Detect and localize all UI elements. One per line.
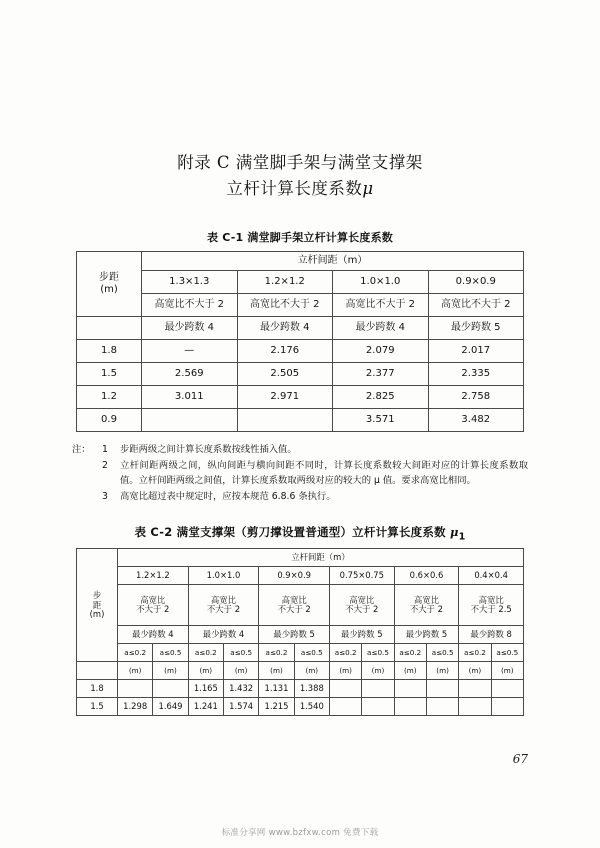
ratio-line1: 高宽比 xyxy=(210,595,237,606)
ratio-line2: 不大于 2 xyxy=(206,604,241,615)
footer-watermark: 标准分享网 www.bzfxw.com 免费下载 xyxy=(221,828,379,838)
table-c2-a-cell: a≤0.5 xyxy=(362,644,394,662)
table-c1-caption: 表 C-1 满堂脚手架立杆计算长度系数 xyxy=(206,230,393,244)
table-row xyxy=(77,585,524,626)
table-c2-a-cell: a≤0.2 xyxy=(188,644,223,662)
note-item xyxy=(72,458,528,488)
table-c1-value: 2.017 xyxy=(428,339,524,362)
table-c2-ratio-cell xyxy=(259,585,330,626)
table-row xyxy=(77,549,524,567)
table-c2-value xyxy=(459,698,491,716)
page-title-line2 xyxy=(72,176,528,202)
table-row xyxy=(77,251,524,270)
table-c2-ratio-cell xyxy=(459,585,524,626)
table-c1-span-group-header: 立杆间距（m） xyxy=(142,251,524,270)
table-c1-bays-cell: 最少跨数 4 xyxy=(333,316,429,339)
table-c1-bays-cell: 最少跨数 4 xyxy=(142,316,238,339)
table-c1-value xyxy=(142,408,238,431)
table-c2-value xyxy=(491,698,523,716)
notes-spacer xyxy=(72,489,102,504)
table-c1-step-value: 1.8 xyxy=(77,339,142,362)
table-c2-step-value: 1.8 xyxy=(77,680,118,698)
table-c2-ratio-cell xyxy=(118,585,189,626)
ratio-line1: 高宽比 xyxy=(349,595,375,606)
step-header-line1: 步距 xyxy=(99,272,119,284)
table-c2-value xyxy=(426,680,458,698)
step-header-line1: 步 xyxy=(92,590,102,601)
table-c2-value: 1.540 xyxy=(294,698,329,716)
table-c2-value xyxy=(329,680,361,698)
table-c2-value xyxy=(394,680,426,698)
table-c2-value: 1.165 xyxy=(188,680,223,698)
note-text: 步距两级之间计算长度系数按线性插入值。 xyxy=(120,443,297,455)
ratio-line1: 高宽比 xyxy=(140,595,166,606)
table-c2 xyxy=(76,548,524,716)
page-title-line2-text: 立杆计算长度系数 xyxy=(226,179,363,199)
table-c2-bays-cell: 最少跨数 8 xyxy=(459,626,524,644)
table-c1-value: 2.176 xyxy=(237,339,333,362)
note-text: 高宽比超过表中规定时，应按本规范 6.8.6 条执行。 xyxy=(120,490,336,502)
table-c2-col-header: 0.75×0.75 xyxy=(329,567,394,585)
ratio-line1: 高宽比 xyxy=(413,595,440,606)
mu-symbol: μ xyxy=(450,524,459,539)
page-content xyxy=(72,150,528,716)
ratio-line2: 不大于 2 xyxy=(345,604,379,615)
mu-symbol: μ xyxy=(362,179,374,199)
note-item xyxy=(72,489,528,504)
table-c1-value: 2.569 xyxy=(142,362,238,385)
table-c2-unit-cell: (m) xyxy=(188,662,223,680)
table-row xyxy=(77,698,524,716)
table-c2-unit-cell: (m) xyxy=(394,662,426,680)
table-c2-value: 1.298 xyxy=(118,698,153,716)
table-c1-ratio-cell: 高宽比不大于 2 xyxy=(142,293,238,316)
table-c1-value: 2.505 xyxy=(237,362,333,385)
table-c1-col-header: 1.0×1.0 xyxy=(333,270,429,293)
table-c1-step-value: 0.9 xyxy=(77,408,142,431)
note-text: 立杆间距两级之间，纵向间距与横向间距不同时，计算长度系数较大间距对应的计算长度系数取值。立杆间距两级之间值，计算长度系数取两级对应的较大的 μ 值。要求高宽比相同。 xyxy=(120,459,528,486)
table-c1-value: 3.482 xyxy=(428,408,524,431)
table-c2-value: 1.649 xyxy=(153,698,188,716)
table-c1-notes xyxy=(72,442,528,504)
table-c2-unit-cell: (m) xyxy=(426,662,458,680)
page-title-line1: 附录 C 满堂脚手架与满堂支撑架 xyxy=(177,153,423,172)
note-number: 2 xyxy=(102,459,108,471)
table-c1-col-header: 1.3×1.3 xyxy=(142,270,238,293)
table-c2-value xyxy=(491,680,523,698)
step-header-line2: (m) xyxy=(100,283,118,295)
table-c2-unit-cell: (m) xyxy=(491,662,523,680)
table-c2-value: 1.574 xyxy=(223,698,258,716)
page-title xyxy=(72,150,528,203)
table-row xyxy=(77,567,524,585)
table-c1-bays-cell: 最少跨数 5 xyxy=(428,316,524,339)
table-c2-value xyxy=(459,680,491,698)
note-item xyxy=(72,442,528,457)
table-c2-a-cell: a≤0.2 xyxy=(118,644,153,662)
table-c1-col-header: 1.2×1.2 xyxy=(237,270,333,293)
table-c1-step-header xyxy=(77,251,142,316)
table-c1-ratio-cell: 高宽比不大于 2 xyxy=(333,293,429,316)
table-c2-value: 1.131 xyxy=(259,680,294,698)
table-c2-col-header: 0.6×0.6 xyxy=(394,567,459,585)
step-header-line2: 距 xyxy=(92,599,102,610)
ratio-line2: 不大于 2 xyxy=(409,604,444,615)
table-c2-value xyxy=(394,698,426,716)
table-c1-bays-label xyxy=(77,316,142,339)
table-row xyxy=(77,339,524,362)
table-row xyxy=(77,293,524,316)
table-row xyxy=(77,362,524,385)
table-c2-value xyxy=(426,698,458,716)
table-c1-value: 2.825 xyxy=(333,385,429,408)
table-c2-caption-text: 表 C-2 满堂支撑架（剪刀撑设置普通型）立杆计算长度系数 xyxy=(134,524,450,539)
table-c2-bays-cell: 最少跨数 5 xyxy=(394,626,459,644)
table-c2-col-header: 0.9×0.9 xyxy=(259,567,330,585)
table-c2-bays-cell: 最少跨数 4 xyxy=(188,626,259,644)
table-c2-ratio-cell xyxy=(188,585,259,626)
table-c2-value xyxy=(362,680,394,698)
table-c1-value: 3.571 xyxy=(333,408,429,431)
table-row xyxy=(77,408,524,431)
table-c2-col-header: 1.2×1.2 xyxy=(118,567,189,585)
table-c2-a-cell: a≤0.5 xyxy=(223,644,258,662)
table-row xyxy=(77,644,524,662)
table-c2-a-cell: a≤0.5 xyxy=(153,644,188,662)
table-c2-unit-cell: (m) xyxy=(153,662,188,680)
page-number: 67 xyxy=(512,752,528,766)
table-c1-step-value: 1.2 xyxy=(77,385,142,408)
table-row xyxy=(77,270,524,293)
table-c2-a-cell: a≤0.2 xyxy=(394,644,426,662)
table-c2-unit-cell: (m) xyxy=(294,662,329,680)
table-c1-value: 2.377 xyxy=(333,362,429,385)
table-c1-ratio-cell: 高宽比不大于 2 xyxy=(428,293,524,316)
table-c1-value: 2.079 xyxy=(333,339,429,362)
table-c2-step-header xyxy=(77,549,118,662)
table-c2-value: 1.432 xyxy=(223,680,258,698)
notes-spacer xyxy=(72,458,102,488)
table-c2-col-header: 1.0×1.0 xyxy=(188,567,259,585)
table-c2-span-group-header: 立杆间距（m） xyxy=(118,549,524,567)
ratio-line2: 不大于 2 xyxy=(136,604,170,615)
table-c1-col-header: 0.9×0.9 xyxy=(428,270,524,293)
table-c2-value: 1.388 xyxy=(294,680,329,698)
notes-label: 注： xyxy=(72,443,91,455)
table-row xyxy=(77,385,524,408)
table-c2-unit-cell: (m) xyxy=(459,662,491,680)
table-row xyxy=(77,626,524,644)
table-c2-unit-cell: (m) xyxy=(329,662,361,680)
table-c2-unit-cell: (m) xyxy=(362,662,394,680)
table-c2-bays-cell: 最少跨数 4 xyxy=(118,626,189,644)
table-c1 xyxy=(76,251,524,432)
table-row xyxy=(77,316,524,339)
step-header-line3: (m) xyxy=(89,608,105,619)
table-c2-bays-cell: 最少跨数 5 xyxy=(329,626,394,644)
table-c2-value: 1.215 xyxy=(259,698,294,716)
ratio-line1: 高宽比 xyxy=(281,595,307,606)
table-c2-caption-sub: 1 xyxy=(458,531,466,543)
ratio-line2: 不大于 2.5 xyxy=(470,604,512,615)
table-c2-ratio-cell xyxy=(394,585,459,626)
table-c2-ratio-cell xyxy=(329,585,394,626)
table-c2-value xyxy=(329,698,361,716)
table-c1-step-value: 1.5 xyxy=(77,362,142,385)
table-c1-value: — xyxy=(142,339,238,362)
table-c2-a-cell: a≤0.2 xyxy=(329,644,361,662)
table-row xyxy=(77,662,524,680)
table-c2-a-cell: a≤0.2 xyxy=(259,644,294,662)
table-c2-bays-cell: 最少跨数 5 xyxy=(259,626,330,644)
table-c1-value xyxy=(237,408,333,431)
table-c2-unit-cell: (m) xyxy=(259,662,294,680)
table-c2-value: 1.241 xyxy=(188,698,223,716)
table-c1-value: 2.758 xyxy=(428,385,524,408)
table-c2-unit-label xyxy=(77,662,118,680)
table-c1-value: 2.335 xyxy=(428,362,524,385)
table-c2-a-cell: a≤0.5 xyxy=(294,644,329,662)
table-row xyxy=(77,680,524,698)
table-c2-unit-cell: (m) xyxy=(223,662,258,680)
table-c2-caption xyxy=(72,524,528,542)
table-c2-value xyxy=(153,680,188,698)
table-c2-a-cell: a≤0.5 xyxy=(491,644,523,662)
table-c1-ratio-cell: 高宽比不大于 2 xyxy=(237,293,333,316)
table-c1-value: 2.971 xyxy=(237,385,333,408)
table-c1-bays-cell: 最少跨数 4 xyxy=(237,316,333,339)
table-c2-col-header: 0.4×0.4 xyxy=(459,567,524,585)
table-c2-a-cell: a≤0.2 xyxy=(459,644,491,662)
note-number: 1 xyxy=(102,443,108,455)
table-c2-value xyxy=(118,680,153,698)
table-c2-unit-cell: (m) xyxy=(118,662,153,680)
table-c2-step-value: 1.5 xyxy=(77,698,118,716)
ratio-line1: 高宽比 xyxy=(478,595,504,606)
table-c1-value: 3.011 xyxy=(142,385,238,408)
table-c2-value xyxy=(362,698,394,716)
table-c2-a-cell: a≤0.5 xyxy=(426,644,458,662)
ratio-line2: 不大于 2 xyxy=(277,604,311,615)
note-number: 3 xyxy=(102,490,108,502)
